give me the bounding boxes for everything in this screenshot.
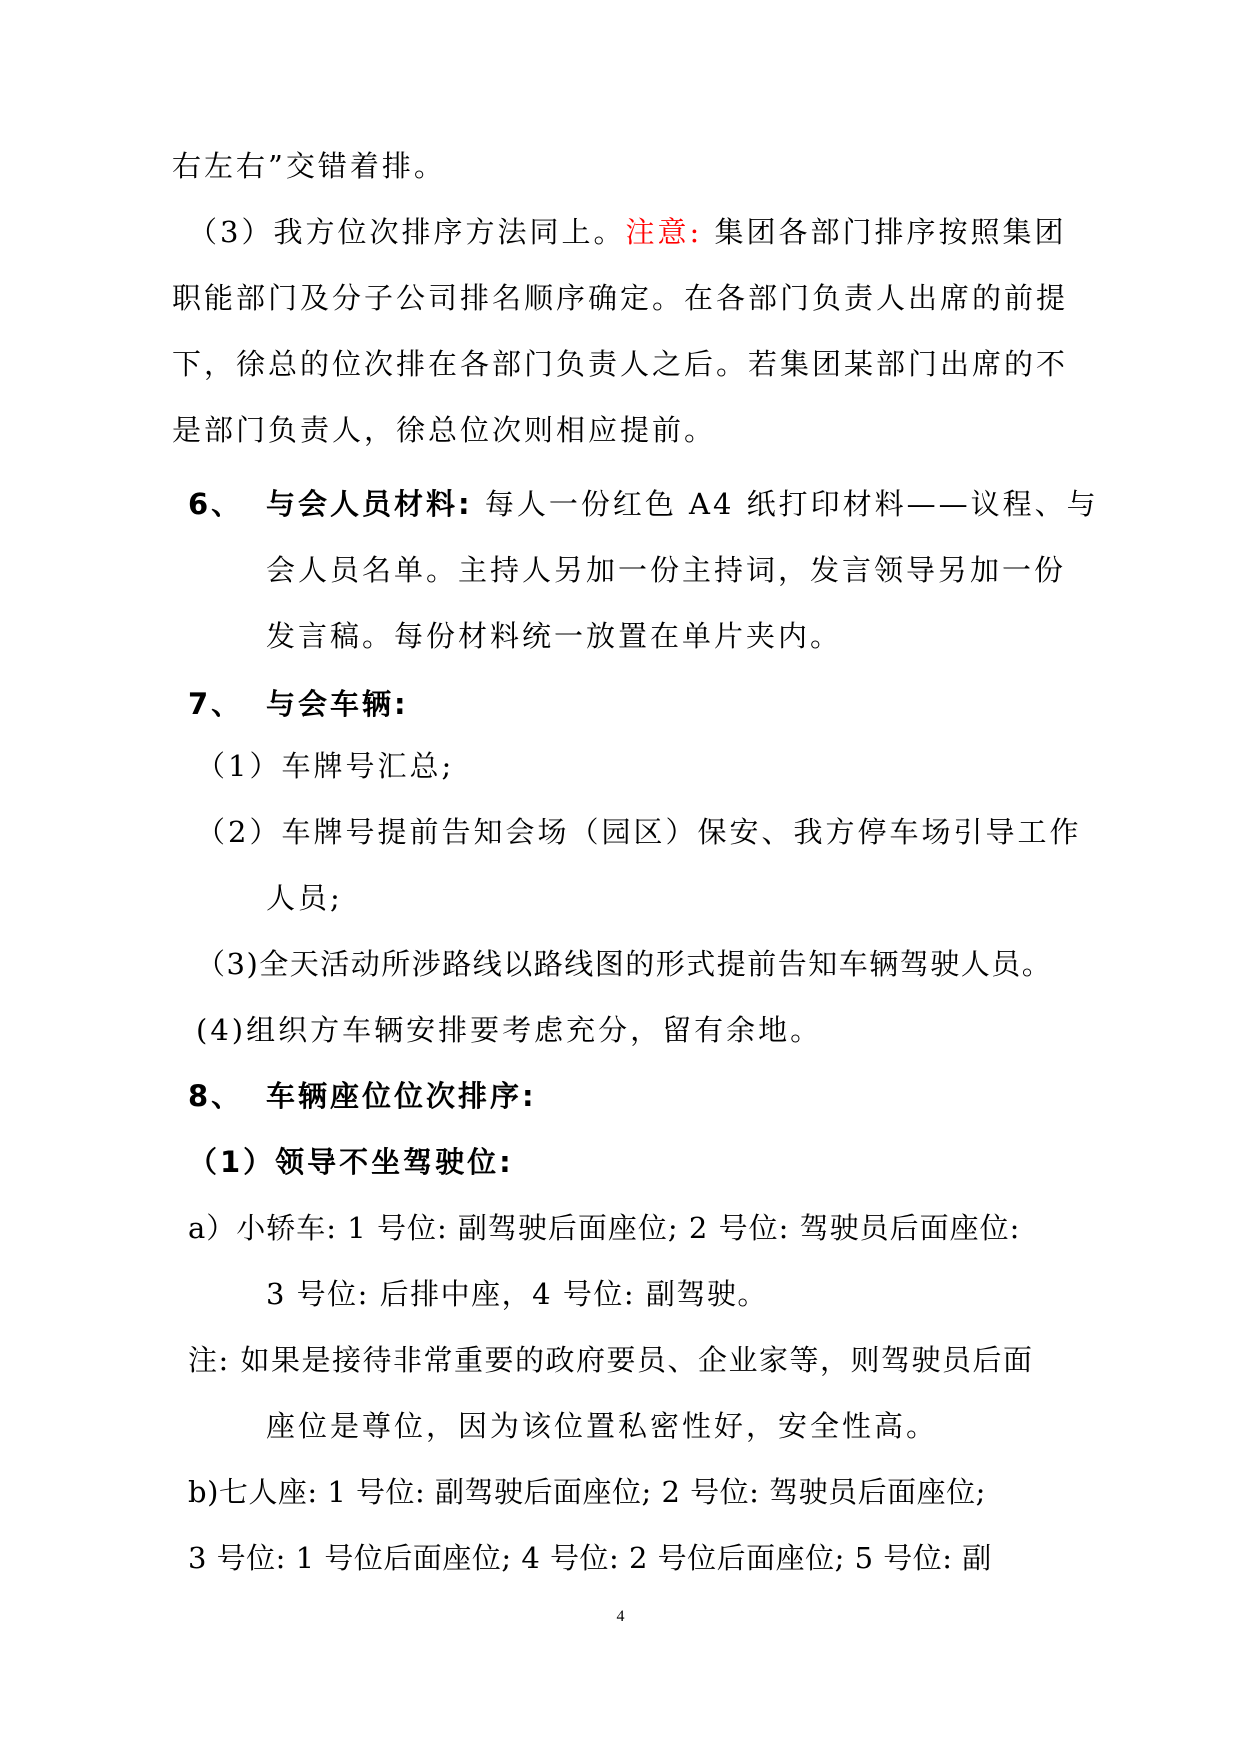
section-number: 8、 — [188, 1079, 244, 1113]
paragraph-text: 右左右”交错着排。 — [172, 149, 446, 183]
list-item — [196, 944, 1052, 984]
section-8-heading-line — [188, 1076, 537, 1116]
section-7-heading-line — [188, 684, 409, 724]
text-line — [188, 1538, 992, 1578]
list-item-text: 3 号位: 后排中座，4 号位: 副驾驶。 — [266, 1277, 768, 1311]
list-item-text: 3 号位: 1 号位后面座位; 4 号位: 2 号位后面座位; 5 号位: 副 — [188, 1541, 992, 1575]
section-number: 7、 — [188, 687, 244, 721]
note-label: 注意: — [625, 215, 703, 249]
list-item — [196, 1010, 822, 1050]
paragraph-text: 下，徐总的位次排在各部门负责人之后。若集团某部门出席的不 — [172, 347, 1069, 381]
text-line — [172, 410, 716, 450]
list-item — [188, 1208, 1020, 1248]
text-line — [172, 344, 1068, 384]
list-item-text: (4)组织方车辆安排要考虑充分，留有余地。 — [196, 1013, 823, 1047]
list-item — [188, 1472, 986, 1512]
paragraph-text: 集团各部门排序按照集团 — [702, 215, 1067, 249]
list-item-text: 人员; — [266, 881, 343, 915]
list-item-text: a）小轿车: 1 号位: 副驾驶后面座位; 2 号位: 驾驶员后面座位: — [188, 1211, 1021, 1245]
text-line — [266, 1274, 768, 1314]
list-item-text: b)七人座: 1 号位: 副驾驶后面座位; 2 号位: 驾驶员后面座位; — [188, 1475, 986, 1509]
list-item-text: （3)全天活动所涉路线以路线图的形式提前告知车辆驾驶人员。 — [196, 947, 1053, 981]
subsection-heading-line — [188, 1142, 514, 1182]
section-heading: 与会车辆: — [266, 687, 409, 721]
text-line — [266, 616, 842, 656]
list-item-text: （1）车牌号汇总; — [196, 749, 455, 783]
text-line — [266, 1406, 938, 1446]
note-text: 注: 如果是接待非常重要的政府要员、企业家等，则驾驶员后面 — [188, 1343, 1034, 1377]
section-6-heading-line — [188, 484, 1099, 524]
list-item-text: （2）车牌号提前告知会场（园区）保安、我方停车场引导工作 — [196, 815, 1082, 849]
list-item — [196, 812, 1081, 852]
paragraph-text: （3）我方位次排序方法同上。 — [188, 215, 626, 249]
text-line — [188, 212, 1066, 252]
subsection-heading: （1）领导不坐驾驶位: — [188, 1145, 514, 1179]
note-text: 座位是尊位，因为该位置私密性好，安全性高。 — [266, 1409, 939, 1443]
paragraph-text: 发言稿。每份材料统一放置在单片夹内。 — [266, 619, 843, 653]
section-heading: 车辆座位位次排序: — [266, 1079, 537, 1113]
text-line — [266, 878, 343, 918]
section-heading: 与会人员材料: — [266, 487, 473, 521]
text-line — [172, 146, 446, 186]
text-line — [266, 550, 1066, 590]
paragraph-text: 职能部门及分子公司排名顺序确定。在各部门负责人出席的前提 — [172, 281, 1069, 315]
text-line — [172, 278, 1068, 318]
paragraph-text: 每人一份红色 A4 纸打印材料——议程、与 — [472, 487, 1099, 521]
section-number: 6、 — [188, 487, 244, 521]
note-line — [188, 1340, 1034, 1380]
paragraph-text: 是部门负责人，徐总位次则相应提前。 — [172, 413, 717, 447]
paragraph-text: 会人员名单。主持人另加一份主持词，发言领导另加一份 — [266, 553, 1067, 587]
list-item — [196, 746, 454, 786]
page-number: 4 — [616, 1608, 625, 1625]
